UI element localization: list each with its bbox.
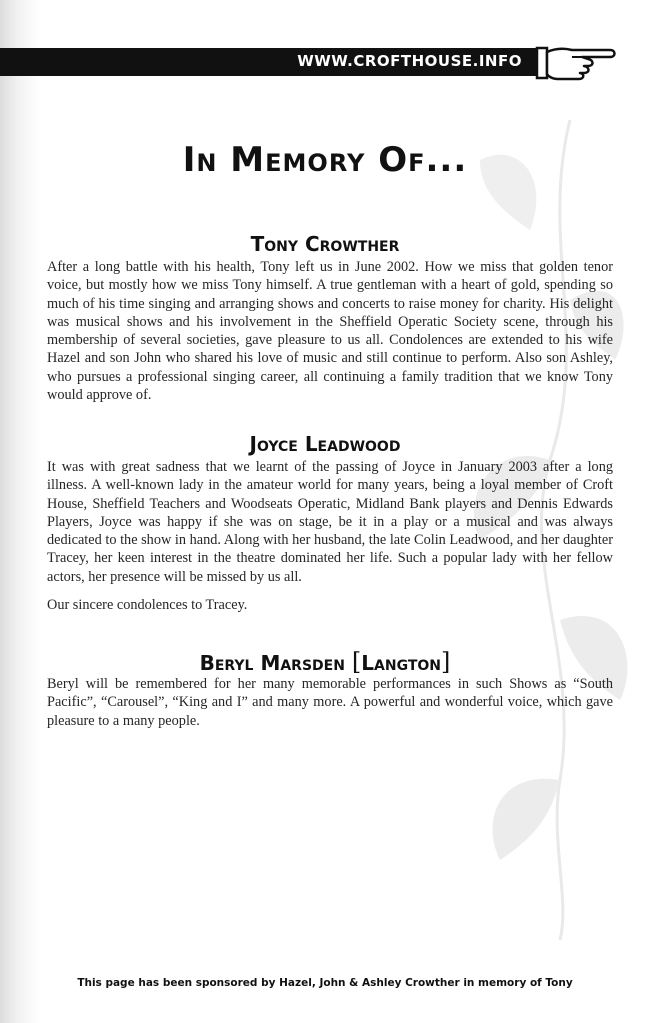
heading-joyce-leadwood: Joyce Leadwood — [249, 432, 401, 456]
sponsor-footer: This page has been sponsored by Hazel, John & Ashley Crowther in memory of Tony — [77, 977, 573, 989]
paragraph-tony-crowther: After a long battle with his health, Tony left us in June 2002. How we miss that golden tenor voice, but mostly how we miss Tony himself. A true gentleman with a heart of gold, spending so much of his time singing and arranging shows and concerts to raise money for charity. His delight was musical shows and his involvement in the Sheffield Operatic Society scene, through his membership of several societies, gave pleasure to us all. Condolences are extended to his wife Hazel and son John who shared his love of music and still continue to perform. Also son Ashley, who pursues a professional singing career, all continuing a family tradition that we know Tony would approve of. — [47, 259, 613, 404]
paragraph-beryl-marsden: Beryl will be remembered for her many memorable performances in such Shows as “South Pacific”, “Carousel”, “King and I” and many more. A powerful and wonderful voice, which gave pleasure to a many people. — [47, 676, 613, 729]
bracket-close: ] — [441, 648, 451, 676]
paragraph-joyce-condolences: Our sincere condolences to Tracey. — [47, 597, 248, 613]
pointing-hand-icon — [534, 42, 618, 82]
beryl-maiden-name: Langton — [361, 651, 442, 675]
bracket-open: [ — [351, 648, 362, 676]
beryl-name: Beryl Marsden — [199, 651, 345, 675]
paragraph-joyce-leadwood: It was with great sadness that we learnt of the passing of Joyce in January 2003 after a long illness. A well-known lady in the amateur world for many years, being a loyal member of Croft House, Sheffield Teachers and Woodseats Operatic, Midland Bank players and Dennis Edwards Players, Joyce was happy if she was on stage, be it in a play or a musical and was always dedicated to the show in hand. Along with her husband, the late Colin Leadwood, and her daughter Tracey, her keen interest in the theatre dominated her life. Such a popular lady with her fellow actors, her presence will be missed by us all. — [47, 459, 613, 585]
heading-beryl-marsden — [0, 648, 650, 676]
website-url: WWW.CROFTHOUSE.INFO — [297, 52, 522, 70]
page-title: In Memory Of... — [182, 140, 468, 180]
website-banner — [0, 48, 548, 76]
heading-tony-crowther: Tony Crowther — [250, 232, 400, 256]
